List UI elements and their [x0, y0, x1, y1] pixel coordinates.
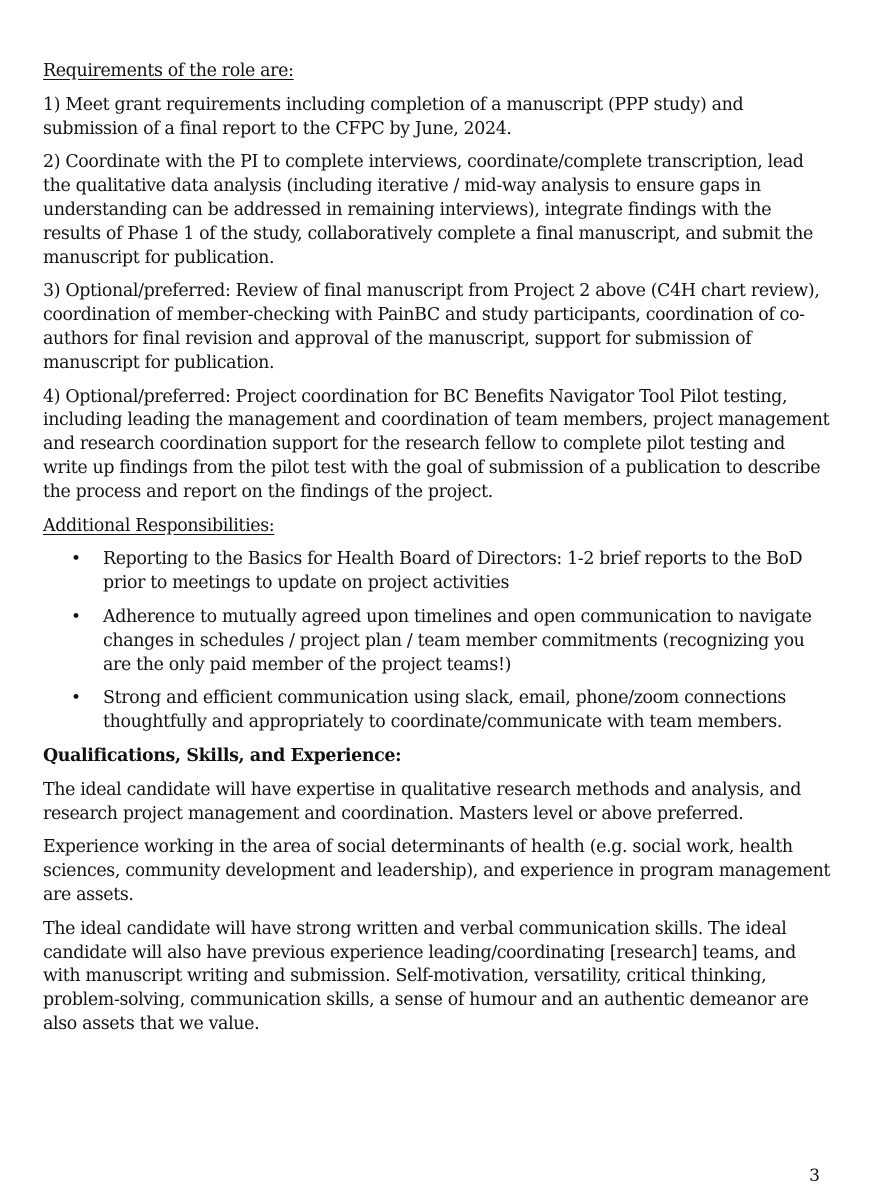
additional-responsibilities-heading: Additional Responsibilities:: [43, 515, 275, 536]
qualification-paragraph-1: The ideal candidate will have expertise in qualitative research methods and analysis, and research project management and coordination. Masters level or above preferred.: [43, 779, 802, 824]
list-item-text: Reporting to the Basics for Health Board of Directors: 1-2 brief reports to the BoD prior to meetings to update on project activities: [103, 549, 803, 594]
requirement-item-1: 1) Meet grant requirements including completion of a manuscript (PPP study) and submission of a final report to the CFPC by June, 2024.: [43, 94, 744, 139]
list-item: [43, 548, 833, 596]
requirements-heading: Requirements of the role are:: [43, 61, 294, 81]
qualification-paragraph-2: Experience working in the area of social determinants of health (e.g. social work, health sciences, community development and leadership), and experience in program management are assets.: [43, 837, 831, 905]
bullet-icon: •: [71, 606, 81, 627]
list-item: [43, 606, 833, 677]
bullet-icon: •: [71, 549, 81, 570]
list-item-text: Strong and efficient communication using slack, email, phone/zoom connections thoughtfully and appropriately to coordinate/communicate with team members.: [103, 688, 787, 733]
page-number: 3: [809, 1166, 820, 1186]
document-page: [43, 60, 833, 1047]
requirement-item-2: 2) Coordinate with the PI to complete interviews, coordinate/complete transcription, lead the qualitative data analysis (including iterative / mid-way analysis to ensure gaps in understanding can be addressed in remaining interviews), integrate findings with the results of Phase 1 of the study, collaboratively complete a final manuscript, and submit the manuscript for publication.: [43, 152, 813, 268]
additional-responsibilities-list: [43, 548, 833, 735]
requirement-item-4: 4) Optional/preferred: Project coordination for BC Benefits Navigator Tool Pilot testing, including leading the management and coordination of team members, project management and research coordination support for the research fellow to complete pilot testing and write up findings from the pilot test with the goal of submission of a publication to describe the process and report on the findings of the project.: [43, 386, 830, 502]
qualifications-heading: Qualifications, Skills, and Experience:: [43, 745, 402, 766]
qualification-paragraph-3: The ideal candidate will have strong written and verbal communication skills. The ideal candidate will also have previous experience leading/coordinating [research] teams, and with manuscript writing and submission. Self-motivation, versatility, critical thinking, problem-solving, communication skills, a sense of humour and an authentic demeanor are also assets that we value.: [43, 918, 809, 1034]
list-item-text: Adherence to mutually agreed upon timelines and open communication to navigate changes in schedules / project plan / team member commitments (recognizing you are the only paid member of the project teams!): [103, 606, 812, 675]
requirement-item-3: 3) Optional/preferred: Review of final manuscript from Project 2 above (C4H chart review), coordination of member-checking with PainBC and study participants, coordination of co-authors for final revision and approval of the manuscript, support for submission of manuscript for publication.: [43, 281, 820, 373]
bullet-icon: •: [71, 688, 81, 709]
list-item: [43, 687, 833, 735]
